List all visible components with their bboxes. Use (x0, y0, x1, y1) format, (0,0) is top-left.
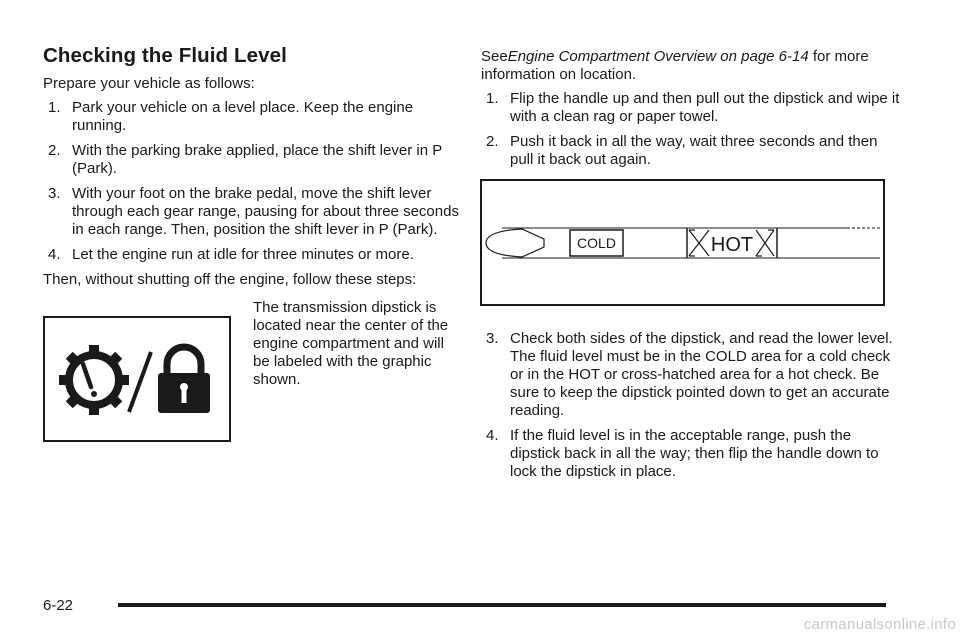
step-text: With your foot on the brake pedal, move the shift lever through each gear range, pausing for about three seconds in each range. Then, position the shift lever in P (Park). (72, 185, 459, 238)
footer-rule (118, 603, 886, 607)
then-text: Then, without shutting off the engine, follow these steps: (43, 271, 417, 288)
see-prefix: See (481, 48, 508, 65)
list-item (48, 99, 463, 135)
cross-hatch-left (689, 230, 709, 256)
section-title: Checking the Fluid Level (43, 44, 287, 67)
step-number: 1. (486, 90, 499, 107)
step-number: 1. (48, 99, 61, 116)
step-number: 4. (48, 246, 61, 263)
step-text: Check both sides of the dipstick, and read the lower level. The fluid level must be in the COLD area for a cold check or in the HOT or cross-hatched area for a hot check. Be sure to keep the dipstick pointed down to get an accurate reading. (510, 330, 893, 419)
step-number: 2. (48, 142, 61, 159)
hot-label: HOT (710, 234, 754, 256)
dipstick-caption: The transmission dipstick is located near the center of the engine compartment and will be labeled with the graphic shown. (253, 299, 449, 388)
cold-label: COLD (577, 235, 616, 251)
right-column (481, 48, 901, 488)
dipstick-drawing (482, 181, 883, 304)
step-text: If the fluid level is in the acceptable range, push the dipstick back in all the way; then flip the handle down to lock the dipstick in place. (510, 427, 879, 480)
list-item (486, 90, 901, 126)
dipstick-illustration (480, 179, 885, 306)
gear-slash-padlock-icon (45, 318, 229, 440)
dipstick-symbol-section (43, 299, 463, 439)
step-text: Push it back in all the way, wait three seconds and then pull it back out again. (510, 133, 878, 168)
page-number: 6-22 (43, 597, 74, 614)
see-reference (481, 48, 901, 84)
step-text: Flip the handle up and then pull out the dipstick and wipe it with a clean rag or paper towel. (510, 90, 900, 125)
step-text: With the parking brake applied, place the shift lever in P (Park). (72, 142, 442, 177)
watermark: carmanualsonline.info (803, 616, 956, 633)
step-text: Let the engine run at idle for three minutes or more. (72, 246, 414, 263)
step-number: 3. (486, 330, 499, 347)
cross-hatch-right (756, 230, 774, 256)
step-number: 3. (48, 185, 61, 202)
step-text: Park your vehicle on a level place. Keep the engine running. (72, 99, 414, 134)
list-item (486, 427, 901, 481)
list-item (486, 133, 901, 169)
see-link[interactable]: Engine Compartment Overview on page 6-14 (507, 48, 809, 65)
list-item (48, 142, 463, 178)
see-suffix: for more information on location. (481, 48, 869, 83)
dipstick-handle-icon (486, 229, 544, 257)
dipstick-symbol-box (43, 316, 231, 442)
left-column (43, 44, 463, 439)
list-item (486, 330, 901, 420)
step-number: 2. (486, 133, 499, 150)
step-number: 4. (486, 427, 499, 444)
list-item (48, 185, 463, 239)
intro-text: Prepare your vehicle as follows: (43, 75, 255, 92)
dipstick-steps-list-b (481, 330, 901, 481)
prep-steps-list (43, 99, 463, 264)
list-item (48, 246, 463, 264)
dipstick-steps-list-a (481, 90, 901, 169)
